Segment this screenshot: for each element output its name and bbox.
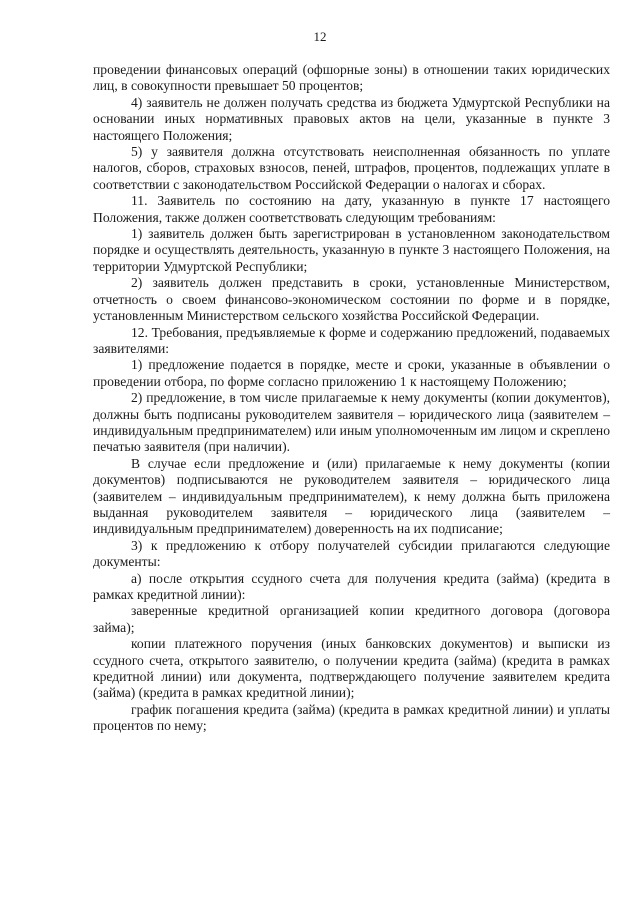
paragraph: заверенные кредитной организацией копии кредитного договора (договора займа); [93, 603, 610, 635]
paragraph: а) после открытия ссудного счета для получения кредита (займа) (кредита в рамках кредитной линии): [93, 570, 610, 602]
paragraph: 2) предложение, в том числе прилагаемые к нему документы (копии документов), должны быть подписаны руководителем заявителя – юридического лица (заявителем – индивидуальным предпринимателем) или иным уполномоченным им лицом и скреплено печатью заявителя (при наличии). [93, 390, 610, 455]
paragraph: 1) заявитель должен быть зарегистрирован в установленном законодательством порядке и осуществлять деятельность, указанную в пункте 3 настоящего Положения, на территории Удмуртской Республики; [93, 226, 610, 274]
paragraph: 5) у заявителя должна отсутствовать неисполненная обязанность по уплате налогов, сборов, страховых взносов, пеней, штрафов, процентов, подлежащих уплате в соответствии с законодательством Российской Федерации о налогах и сборах. [93, 144, 610, 192]
paragraph: проведении финансовых операций (офшорные зоны) в отношении таких юридических лиц, в совокупности превышает 50 процентов; [93, 62, 610, 94]
paragraph: 12. Требования, предъявляемые к форме и содержанию предложений, подаваемых заявителями: [93, 324, 610, 356]
paragraph: копии платежного поручения (иных банковских документов) и выписки из ссудного счета, открытого заявителю, о получении кредита (займа) (кредита в рамках кредитной линии) или документа, подтверждающего получение заявителем кредита (займа) (кредита в рамках кредитной линии); [93, 636, 610, 701]
paragraph: 3) к предложению к отбору получателей субсидии прилагаются следующие документы: [93, 537, 610, 570]
paragraph: график погашения кредита (займа) (кредита в рамках кредитной линии) и уплаты процентов по нему; [93, 701, 610, 734]
paragraph: 11. Заявитель по состоянию на дату, указанную в пункте 17 настоящего Положения, также должен соответствовать следующим требованиям: [93, 193, 610, 225]
paragraph: 4) заявитель не должен получать средства из бюджета Удмуртской Республики на основании иных нормативных правовых актов на цели, указанные в пункте 3 настоящего Положения; [93, 94, 610, 143]
paragraph: 2) заявитель должен представить в сроки, установленные Министерством, отчетность о своем финансово-экономическом состоянии по форме и в порядке, установленным Министерством сельского хозяйства Российской Федерации. [93, 275, 610, 324]
document-body [93, 62, 610, 735]
page-number: 12 [313, 29, 327, 44]
paragraph: В случае если предложение и (или) прилагаемые к нему документы (копии документов) подписываются не руководителем заявителя – юридического лица (заявителем – индивидуальным предпринимателем), к нему должна быть приложена выданная руководителем заявителя – юридического лица (заявителем – индивидуальным предпринимателем) доверенность на их подписание; [93, 455, 610, 537]
paragraph: 1) предложение подается в порядке, месте и сроки, указанные в объявлении о проведении отбора, по форме согласно приложению 1 к настоящему Положению; [93, 357, 610, 389]
